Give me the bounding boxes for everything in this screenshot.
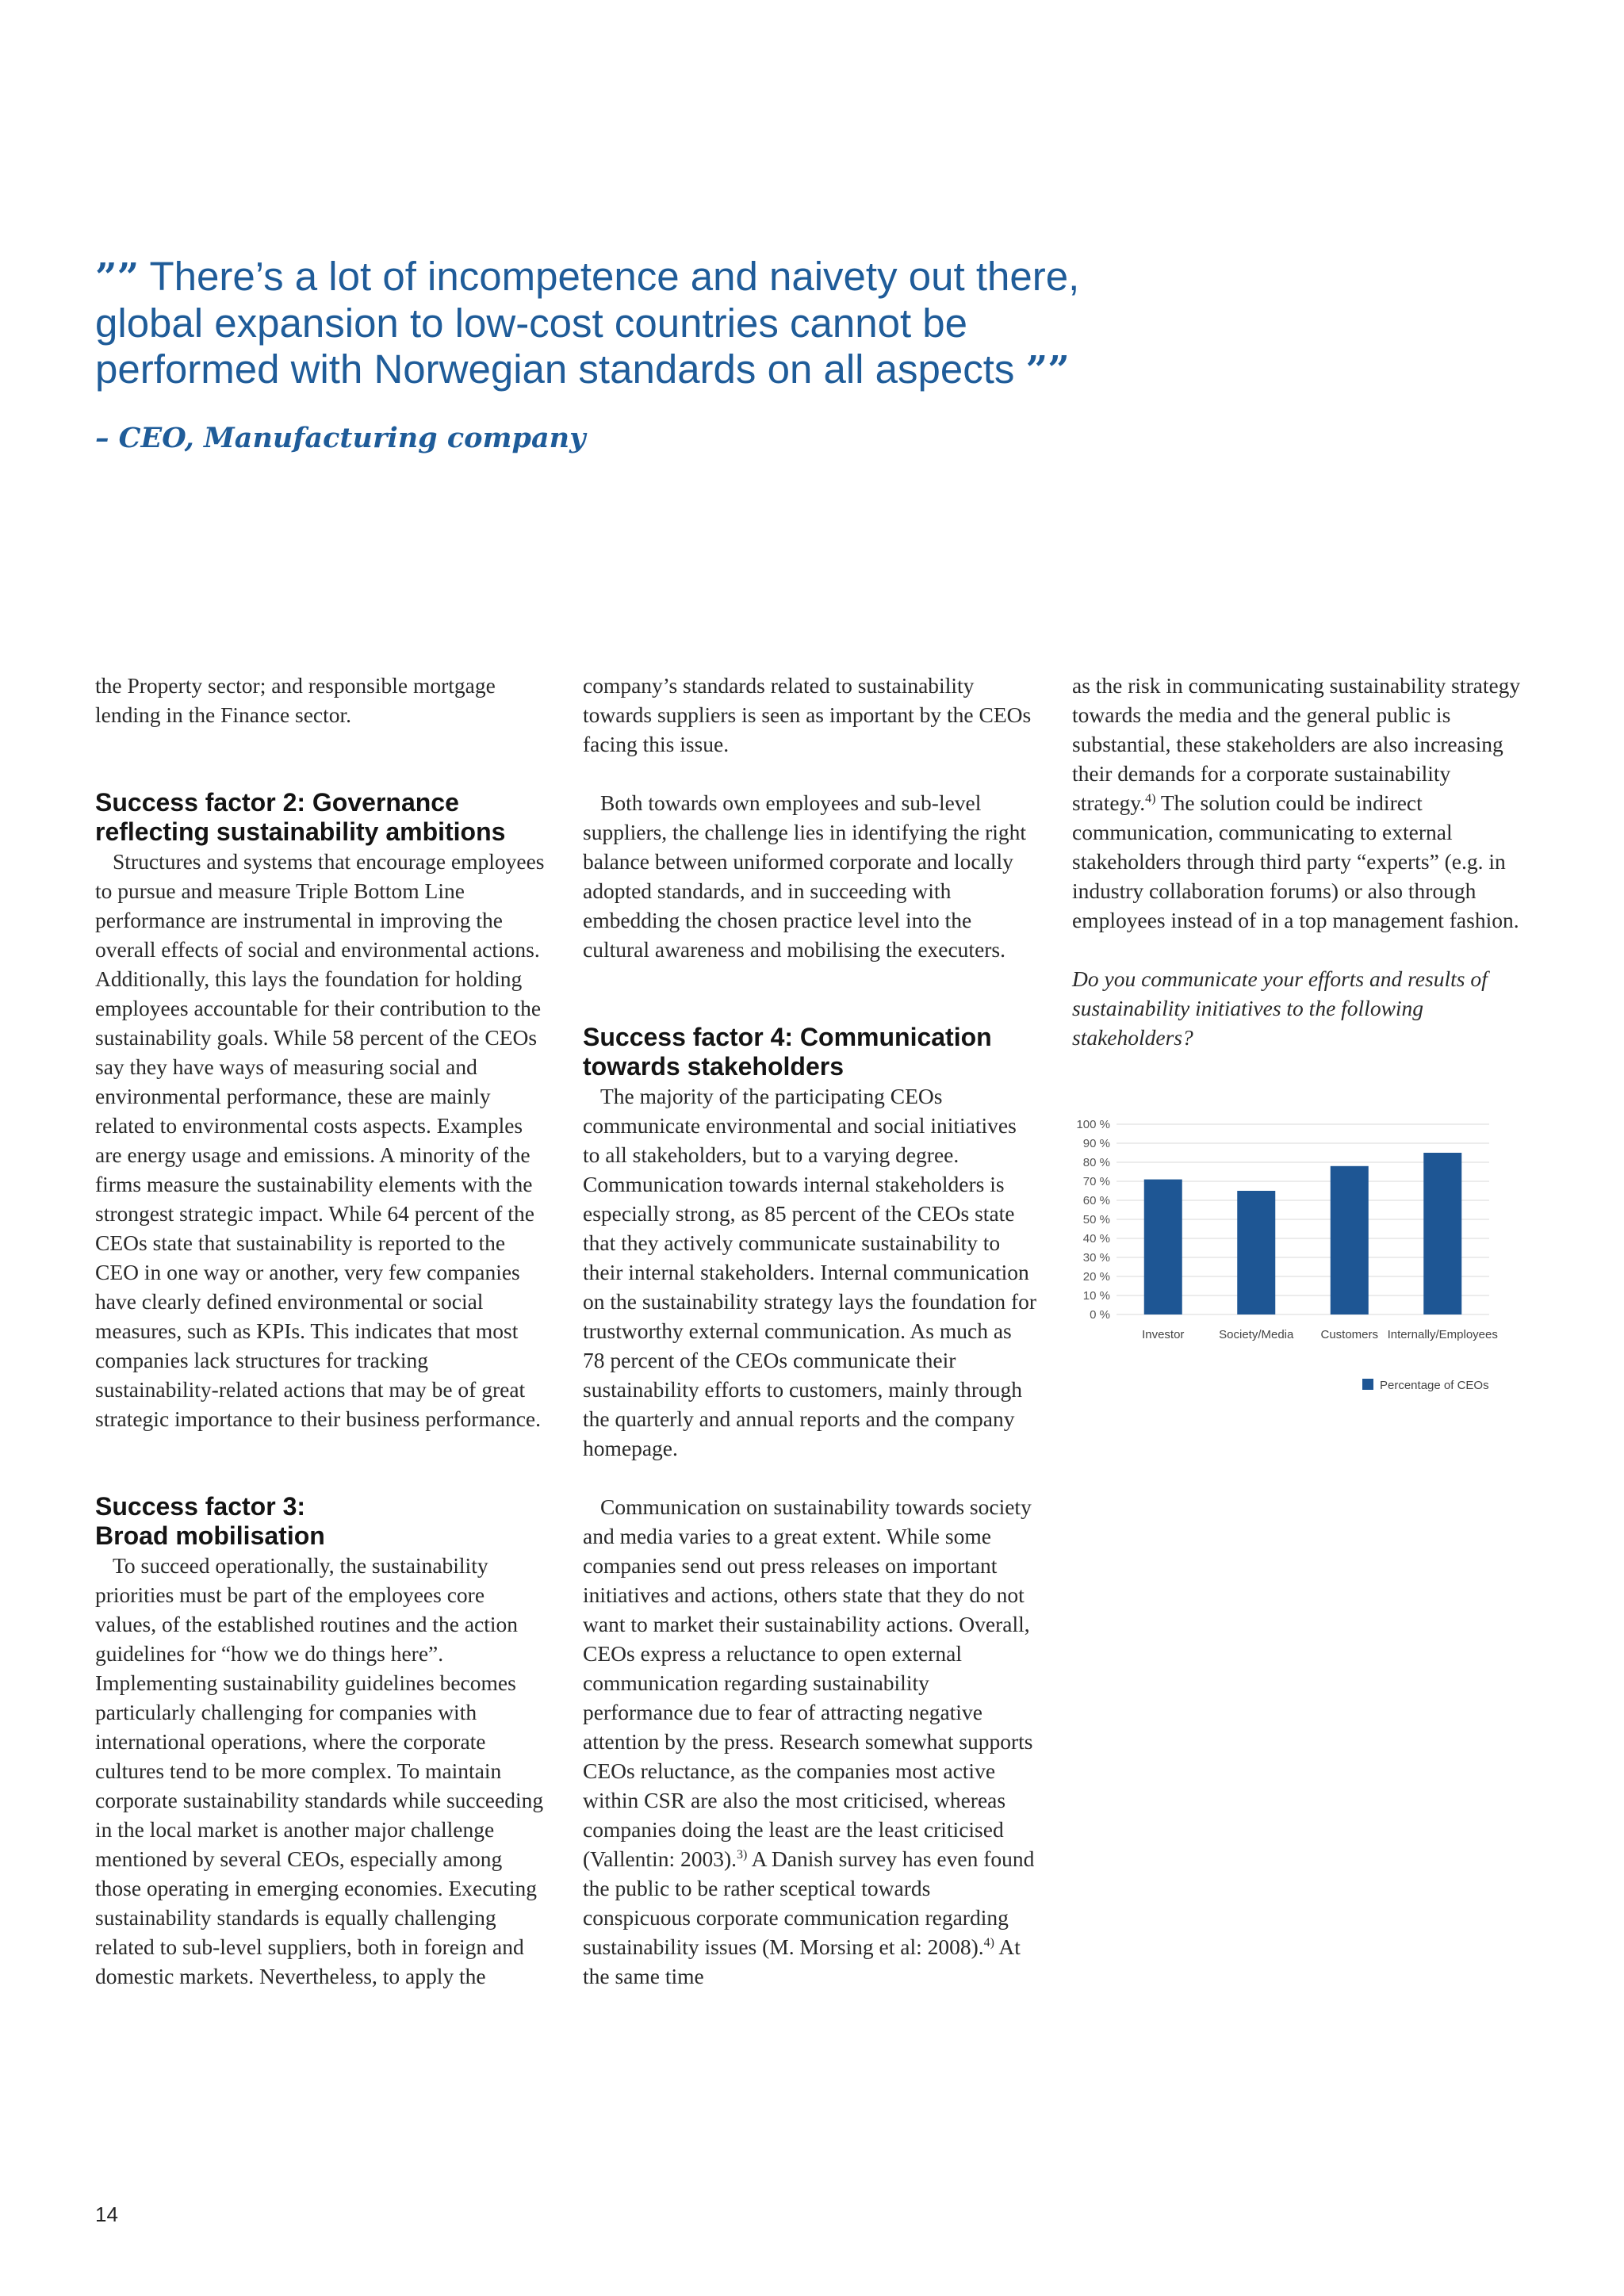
bar-society-media: [1237, 1191, 1275, 1314]
footnote-ref-3: 3): [737, 1847, 748, 1862]
pull-quote: [95, 254, 1142, 393]
y-tick-label: 90 %: [1082, 1137, 1110, 1150]
y-tick-label: 40 %: [1082, 1232, 1110, 1246]
footnote-ref-4: 4): [983, 1935, 994, 1950]
bar-customers: [1331, 1166, 1369, 1314]
bar-internally-employees: [1423, 1153, 1461, 1314]
y-tick-label: 0 %: [1090, 1308, 1110, 1322]
society-media-text: Communication on sustainability towards society and media varies to a great extent. While some companies send out press releases on important initiatives and actions, others state that they do not want to market their sustainability actions. Overall, CEOs express a reluctance to open external communication regarding sustainability performance due to fear of attracting negative attention by the press. Research somewhat supports CEOs reluctance, as the companies most active within CSR are also the most criticised, whereas companies doing the least are the least criticised (Vallentin: 2003).: [583, 1494, 1033, 1871]
y-tick-label: 10 %: [1082, 1289, 1110, 1303]
x-tick-label: Society/Media: [1219, 1328, 1294, 1341]
column-2: [583, 671, 1039, 1991]
page-number: 14: [95, 2202, 118, 2226]
quote-close-mark: ””: [1025, 348, 1070, 392]
bar-chart-svg: [1071, 1114, 1515, 1399]
legend-swatch: [1362, 1379, 1373, 1390]
quote-open-mark: ””: [95, 255, 140, 300]
y-tick-label: 80 %: [1082, 1156, 1110, 1169]
footnote-ref-4b: 4): [1145, 791, 1156, 806]
chart-question: Do you communicate your efforts and results of sustainability initiatives to the following stakeholders?: [1072, 966, 1488, 1050]
x-tick-label: Customers: [1320, 1328, 1379, 1341]
risk-text-cont: The solution could be indirect communication, communicating to external stakeholders through third party “experts” (e.g. in industry collaboration forums) or also through employees instead of in a top management fashion.: [1072, 790, 1519, 932]
column-3: [1072, 671, 1528, 1081]
society-media-text-end: At the same time: [583, 1934, 1021, 1988]
y-tick-label: 60 %: [1082, 1194, 1110, 1207]
x-tick-label: Internally/Employees: [1387, 1328, 1498, 1341]
y-tick-label: 20 %: [1082, 1270, 1110, 1284]
risk-text: as the risk in communicating sustainability strategy towards the media and the general public is substantial, these stakeholders are also increasing their demands for a corporate sustainability strategy.: [1072, 673, 1521, 815]
heading-success-factor-3-line2: Broad mobilisation: [95, 1521, 325, 1550]
heading-success-factor-2: Success factor 2: Governance reflecting sustainability ambitions: [95, 788, 506, 846]
quote-text: There’s a lot of incompetence and naivety out there, global expansion to low-cost countries cannot be performed with Norwegian standards on all aspects: [95, 254, 1080, 392]
heading-success-factor-3-line1: Success factor 3:: [95, 1492, 306, 1521]
paragraph-success-factor-4: The majority of the participating CEOs communicate environmental and social initiatives to all stakeholders, but to a varying degree. Communication towards internal stakeholders is especially strong, as 85 percent of the CEOs state that they actively communicate sustainability to their internal stakeholders. Internal communication on the sustainability strategy lays the foundation for trustworthy external communication. As much as 78 percent of the CEOs communicate their sustainability efforts to customers, mainly through the quarterly and annual reports and the company homepage.: [583, 1084, 1037, 1460]
y-tick-label: 50 %: [1082, 1213, 1110, 1226]
paragraph-society-media: [583, 1492, 1039, 1991]
quote-attribution: – CEO, Manufacturing company: [95, 422, 586, 454]
paragraph-success-factor-3: To succeed operationally, the sustainability priorities must be part of the employees core values, of the established routines and the action guidelines for “how we do things here”. Implementing sustainability guidelines becomes particularly challenging for companies with international operations, where the corporate cultures tend to be more complex. To maintain corporate sustainability standards while succeeding in the local market is another major challenge mentioned by several CEOs, especially among those operating in emerging economies. Executing sustainability standards is equally challenging related to sub-level suppliers, both in foreign and domestic markets. Nevertheless, to apply the: [95, 1553, 544, 1988]
paragraph-risk: [1072, 671, 1528, 935]
paragraph-success-factor-2: Structures and systems that encourage employees to pursue and measure Triple Bottom Line performance are instrumental in improving the overall effects of social and environmental actions. Additionally, this lays the foundation for holding employees accountable for their contribution to the sustainability goals. While 58 percent of the CEOs say they have ways of measuring social and environmental performance, these are mainly related to environmental costs aspects. Examples are energy usage and emissions. A minority of the firms measure the sustainability elements with the strongest strategic impact. While 64 percent of the CEOs state that sustainability is reported to the CEO in one way or another, very few companies have clearly defined environmental or social measures, such as KPIs. This indicates that most companies lack structures for tracking sustainability-related actions that may be of great strategic importance to their business performance.: [95, 849, 545, 1431]
y-tick-label: 70 %: [1082, 1175, 1110, 1188]
y-tick-label: 100 %: [1076, 1118, 1110, 1131]
column-1: [95, 671, 551, 1991]
legend-label: Percentage of CEOs: [1380, 1379, 1489, 1392]
y-tick-label: 30 %: [1082, 1251, 1110, 1265]
heading-success-factor-4: Success factor 4: Communication towards stakeholders: [583, 1023, 992, 1081]
society-media-text-cont: A Danish survey has even found the public to be rather sceptical towards conspicuous corporate communication regarding sustainability issues (M. Morsing et al: 2008).: [583, 1846, 1035, 1959]
paragraph-sub-level: Both towards own employees and sub-level suppliers, the challenge lies in identifying the right balance between uniformed corporate and locally adopted standards, and in succeeding with embedding the chosen practice level into the cultural awareness and mobilising the executers.: [583, 790, 1027, 962]
x-tick-label: Investor: [1142, 1328, 1185, 1341]
stakeholder-chart: [1071, 1114, 1515, 1399]
paragraph-suppliers: company’s standards related to sustainability towards suppliers is seen as important by the CEOs facing this issue.: [583, 673, 1032, 756]
bar-investor: [1144, 1180, 1182, 1314]
paragraph-intro: the Property sector; and responsible mortgage lending in the Finance sector.: [95, 673, 496, 727]
